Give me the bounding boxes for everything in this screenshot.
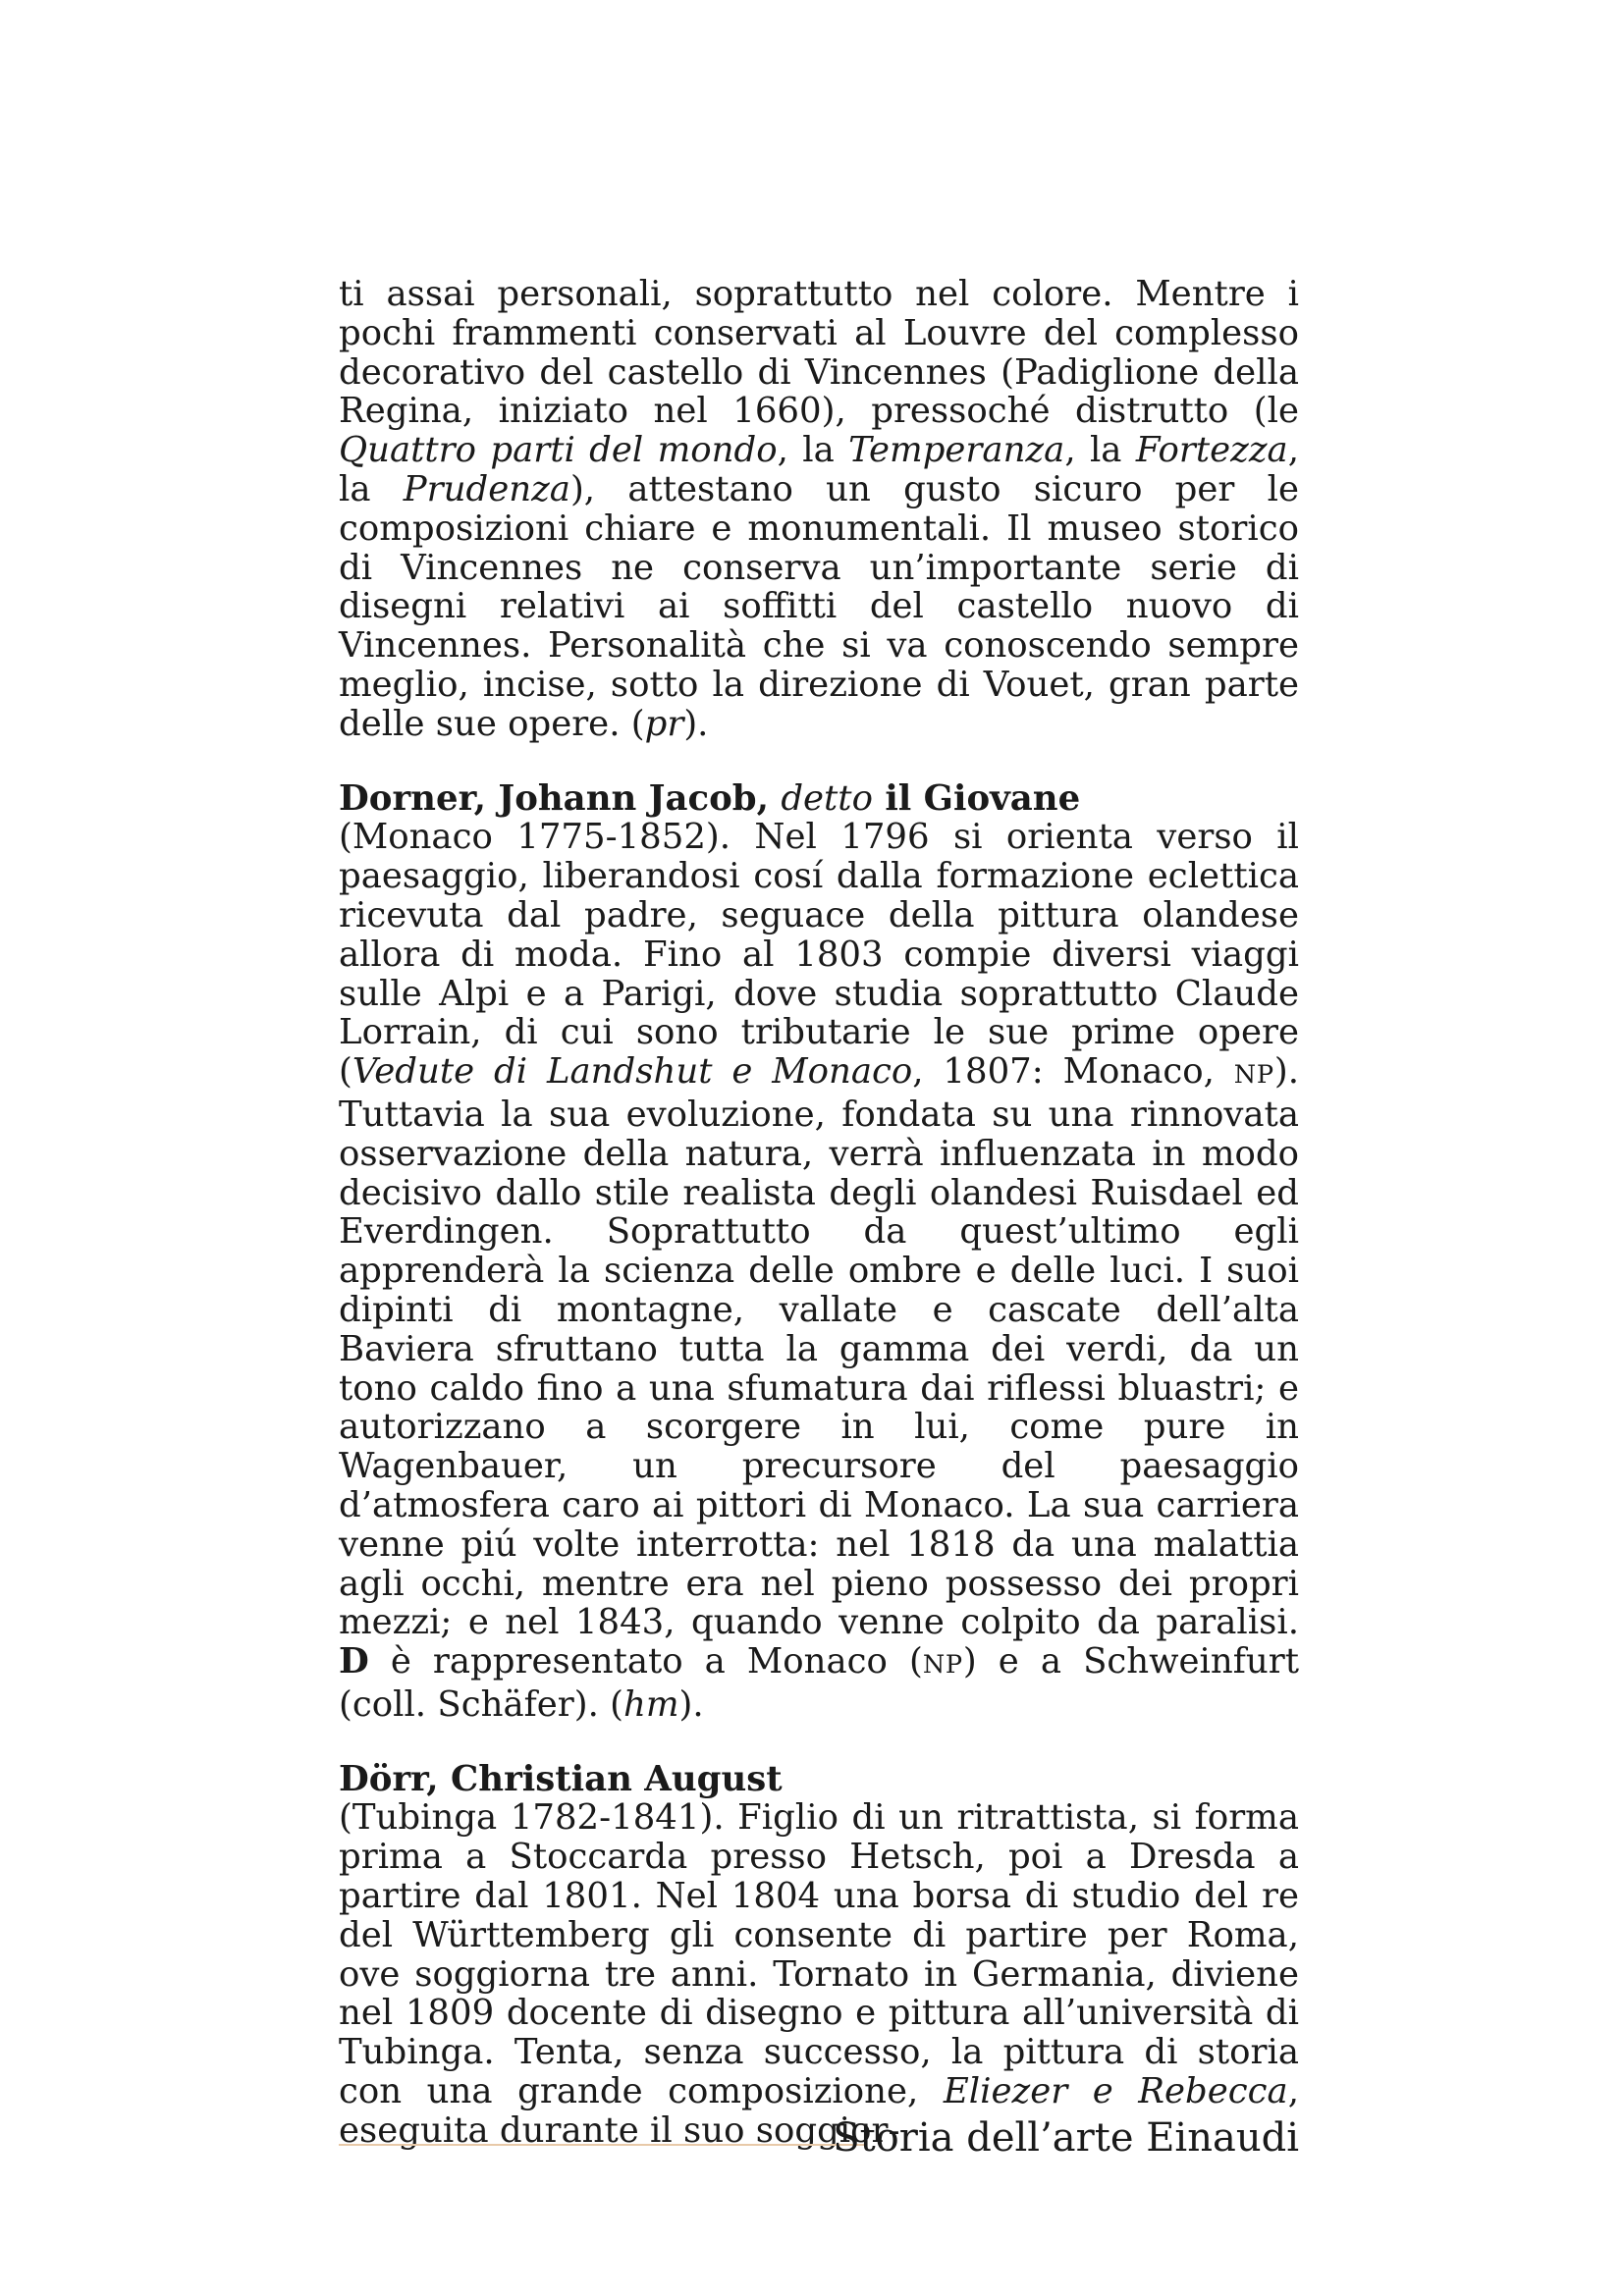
footer-publication-title: Storia dell’arte Einaudi (833, 2115, 1299, 2161)
entry-body-dorr (339, 1798, 1299, 2150)
intro-paragraph (339, 275, 1299, 744)
entry1-text-4: è rappresentato a Monaco ( (368, 1641, 923, 1682)
entry2-text-1: (Tubinga 1782-1841). Figlio di un ritrattista, si forma prima a Stoccarda presso Hetsch, poi a Dresda a partire dal 1801. Nel 1804 una borsa di studio del re del Württemberg gli consente di partire per Roma, ove soggiorna tre anni. Tornato in Germania, diviene nel 1809 docente di disegno e pittura all’università di Tubinga. Tenta, senza successo, la pittura di storia con una grande composizione, (339, 1797, 1299, 2112)
intro-text-4: , la (339, 430, 1299, 509)
intro-text-2: , la (777, 430, 849, 471)
intro-italic-2: Temperanza (848, 430, 1065, 471)
entry-heading-name: Dörr, Christian August (339, 1758, 783, 1799)
page-body (339, 275, 1299, 2151)
entry1-text-5: ) e a Schweinfurt (coll. Schäfer). ( (339, 1641, 1299, 1725)
entry1-text-6: ). (678, 1683, 704, 1725)
spacer (339, 744, 1299, 779)
entry-heading-dorr (339, 1760, 1299, 1799)
entry1-smallcaps-1: NP (1233, 1060, 1274, 1091)
intro-text-1: ti assai personali, soprattutto nel colore. Mentre i pochi frammenti conservati al Louvre del complesso decorativo del castello di Vincennes (Padiglione della Regina, iniziato nel 1660), pressoché distrutto (le (339, 274, 1299, 432)
spacer (339, 1725, 1299, 1760)
entry-heading-name: Dorner, Johann Jacob, (339, 777, 769, 819)
intro-text-3: , la (1064, 430, 1136, 471)
entry2-italic-1: Eliezer e Rebecca (943, 2071, 1288, 2112)
entry-heading-dorner (339, 779, 1299, 819)
intro-italic-1: Quattro parti del mondo (339, 430, 778, 471)
entry2-text-2: , eseguita durante il suo soggior- (339, 2071, 1300, 2151)
intro-italic-3: Fortezza (1135, 430, 1288, 471)
entry1-italic-1: Vedute di Landshut e Monaco (352, 1051, 913, 1093)
entry1-text-1: (Monaco 1775-1852). Nel 1796 si orienta verso il paesaggio, liberandosi cosí dalla formazione eclettica ricevuta dal padre, seguace della pittura olandese allora di moda. Fino al 1803 compie diversi viaggi sulle Alpi e a Parigi, dove studia soprattutto Claude Lorrain, di cui sono tributarie le sue prime opere ( (339, 817, 1299, 1093)
footer-rule (339, 2144, 864, 2146)
entry1-bold-initial: D (339, 1641, 369, 1682)
page-footer (339, 2110, 1299, 2169)
entry-heading-italic: detto (781, 777, 873, 819)
intro-text-6: ). (683, 703, 709, 744)
entry1-smallcaps-2: NP (922, 1650, 963, 1681)
intro-italic-5: pr (644, 703, 684, 744)
entry1-text-2: , 1807: Monaco, (912, 1051, 1234, 1093)
intro-text-5: ), attestano un gusto sicuro per le composizioni chiare e monumentali. Il museo storico di Vincennes ne conserva un’importante serie di disegni relativi ai soffitti del castello nuovo di Vincennes. Personalità che si va conoscendo sempre meglio, incise, sotto la direzione di Vouet, gran parte delle sue opere. ( (339, 468, 1299, 744)
entry1-italic-2: hm (623, 1683, 679, 1725)
entry-heading-rest: il Giovane (885, 777, 1081, 819)
entry1-text-3: ). Tuttavia la sua evoluzione, fondata su una rinnovata osservazione della natura, verrà influenzata in modo decisivo dallo stile realista degli olandesi Ruisdael ed Everdingen. Soprattutto da quest’ultimo egli apprenderà la scienza delle ombre e delle luci. I suoi dipinti di montagne, vallate e cascate dell’alta Baviera sfruttano tutta la gamma dei verdi, da un tono caldo fino a una sfumatura dai riflessi bluastri; e autorizzano a scorgere in lui, come pure in Wagenbauer, un precursore del paesaggio d’atmosfera caro ai pittori di Monaco. La sua carriera venne piú volte interrotta: nel 1818 da una malattia agli occhi, mentre era nel pieno possesso dei propri mezzi; e nel 1843, quando venne colpito da paralisi. (339, 1051, 1299, 1643)
entry-body-dorner (339, 818, 1299, 1724)
intro-italic-4: Prudenza (403, 468, 570, 509)
